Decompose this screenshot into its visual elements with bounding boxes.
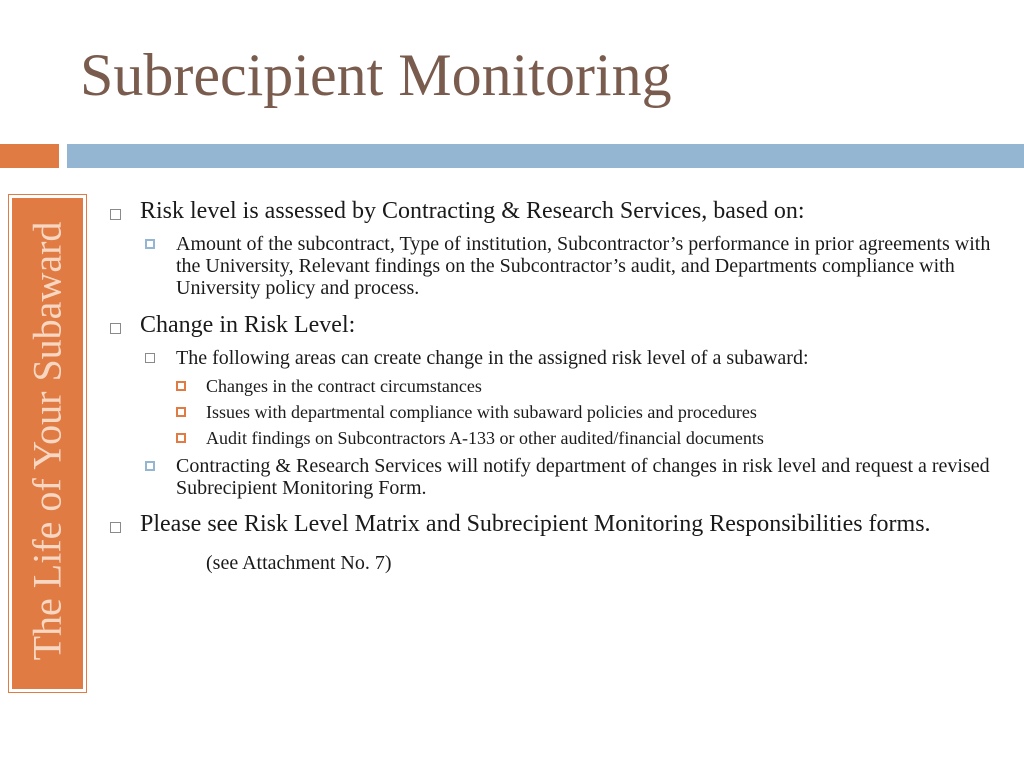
header-accent-orange-bar [0,144,59,168]
orange-square-bullet-icon [176,407,186,417]
square-bullet-icon [145,353,155,363]
list-item-change-risk [104,314,1004,337]
list-item-see-forms [104,513,1004,536]
list-item-text: Change in Risk Level: [140,312,356,338]
list-item-change-areas [104,347,1004,369]
side-panel-label: The Life of Your Subaward [24,221,70,661]
list-item-area [104,375,1004,397]
square-bullet-icon [110,209,121,220]
list-item-text: The following areas can create change in the assigned risk level of a subaward: [176,347,809,369]
list-item-notify [104,455,1004,499]
list-item-text: Changes in the contract circumstances [206,376,482,396]
orange-square-bullet-icon [176,433,186,443]
list-item-area [104,401,1004,423]
slide-title: Subrecipient Monitoring [80,42,672,108]
orange-square-bullet-icon [176,381,186,391]
attachment-note: (see Attachment No. 7) [206,552,392,574]
list-item-text: Issues with departmental compliance with subaward policies and procedures [206,402,757,422]
list-item-text: Contracting & Research Services will notify department of changes in risk level and request a revised Subrecipient Monitoring Form. [176,455,990,499]
list-item-text: Risk level is assessed by Contracting & Research Services, based on: [140,198,805,224]
list-item-risk-assessment [104,200,1004,223]
list-item-text: Amount of the subcontract, Type of institution, Subcontractor’s performance in prior agreements with the University, Relevant findings on the Subcontractor’s audit, and Departments compliance with University policy and process. [176,233,991,299]
square-bullet-icon [110,323,121,334]
bullet-list [104,198,1004,574]
list-item-text: Please see Risk Level Matrix and Subrecipient Monitoring Responsibilities forms. [140,511,931,537]
header-accent-blue-bar [67,144,1024,168]
blue-square-bullet-icon [145,239,155,249]
blue-square-bullet-icon [145,461,155,471]
list-item-area [104,427,1004,449]
square-bullet-icon [110,522,121,533]
list-item-risk-factors [104,233,1004,299]
list-item-text: Audit findings on Subcontractors A-133 or other audited/financial documents [206,428,764,448]
